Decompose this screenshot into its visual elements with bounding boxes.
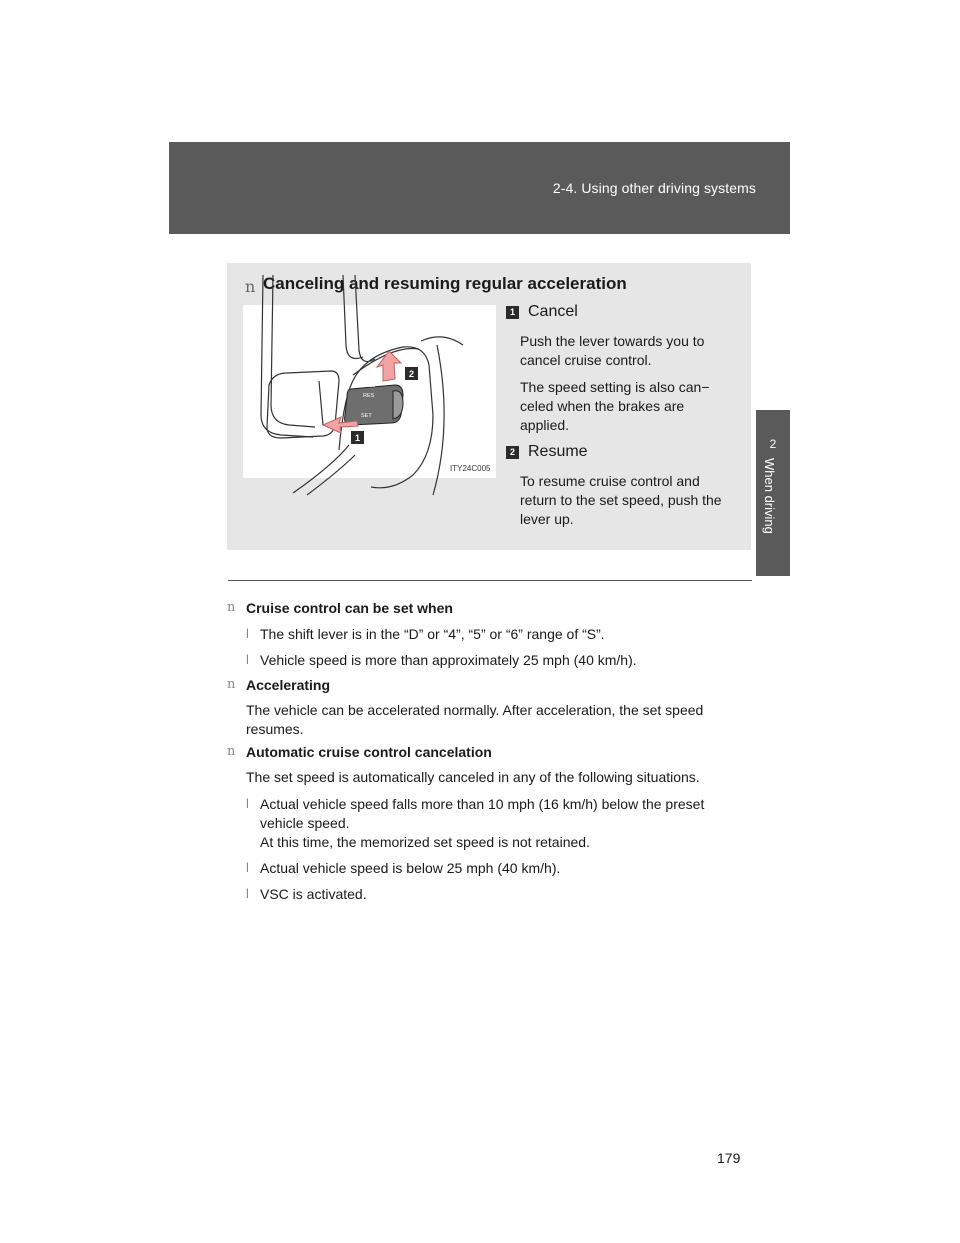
chapter-side-tab — [756, 410, 790, 576]
bullet-text: Actual vehicle speed falls more than 10 mph (16 km/h) below the preset — [260, 796, 705, 812]
bullet-marker: l — [246, 886, 249, 901]
chapter-title: When driving — [762, 458, 777, 534]
callout-2-number: 2 — [408, 369, 415, 379]
bullet-text: Actual vehicle speed is below 25 mph (40 km/h). — [260, 860, 561, 876]
lever-drawing — [243, 305, 496, 478]
chapter-header — [169, 142, 790, 234]
page-number: 179 — [717, 1150, 741, 1166]
figure-code: ITY24C005 — [450, 464, 491, 473]
item-1-label: Cancel — [528, 303, 578, 320]
item-resume-heading — [506, 443, 588, 461]
bullet-text: VSC is activated. — [260, 886, 367, 902]
section-divider — [228, 580, 752, 581]
cruise-lever-illustration — [243, 305, 496, 478]
bullet-marker: l — [246, 796, 249, 811]
section-marker: n — [227, 677, 236, 692]
bullet-marker: l — [246, 652, 249, 667]
bullet-text: The shift lever is in the “D” or “4”, “5” or “6” range of “S”. — [260, 626, 605, 642]
chapter-number: 2 — [769, 437, 777, 451]
section-heading: Automatic cruise control cancelation — [246, 744, 492, 760]
lever-label-res: RES — [363, 393, 375, 399]
item-2-text: To resume cruise control and return to the set speed, push the lever up. — [520, 473, 722, 527]
panel-bullet: n — [245, 277, 256, 296]
section-paragraph: The vehicle can be accelerated normally. After acceleration, the set speed — [246, 702, 704, 718]
resume-arrow-icon — [377, 351, 401, 381]
section-title: 2-4. Using other driving systems — [552, 180, 756, 196]
item-2-number: 2 — [506, 446, 519, 459]
item-cancel-heading — [506, 303, 578, 321]
lever-label-set: SET — [361, 413, 372, 419]
item-1-number: 1 — [506, 306, 519, 319]
bullet-text: vehicle speed. — [260, 815, 350, 831]
lever-label-cancel: CANCEL — [357, 383, 376, 388]
bullet-text: At this time, the memorized set speed is not retained. — [260, 834, 590, 850]
panel-title: Canceling and resuming regular acceleration — [263, 274, 627, 293]
section-marker: n — [227, 600, 236, 615]
bullet-marker: l — [246, 626, 249, 641]
section-heading: Cruise control can be set when — [246, 600, 453, 616]
bullet-marker: l — [246, 860, 249, 875]
section-marker: n — [227, 744, 236, 759]
item-1-text-b: The speed setting is also can− celed when the brakes are applied. — [520, 379, 710, 433]
item-1-text-a: Push the lever towards you to cancel cruise control. — [520, 333, 705, 368]
section-paragraph: The set speed is automatically canceled in any of the following situations. — [246, 769, 700, 785]
callout-1-number: 1 — [354, 433, 361, 443]
item-2-label: Resume — [528, 443, 588, 460]
section-paragraph: resumes. — [246, 721, 304, 737]
bullet-text: Vehicle speed is more than approximately 25 mph (40 km/h). — [260, 652, 637, 668]
section-heading: Accelerating — [246, 677, 331, 693]
